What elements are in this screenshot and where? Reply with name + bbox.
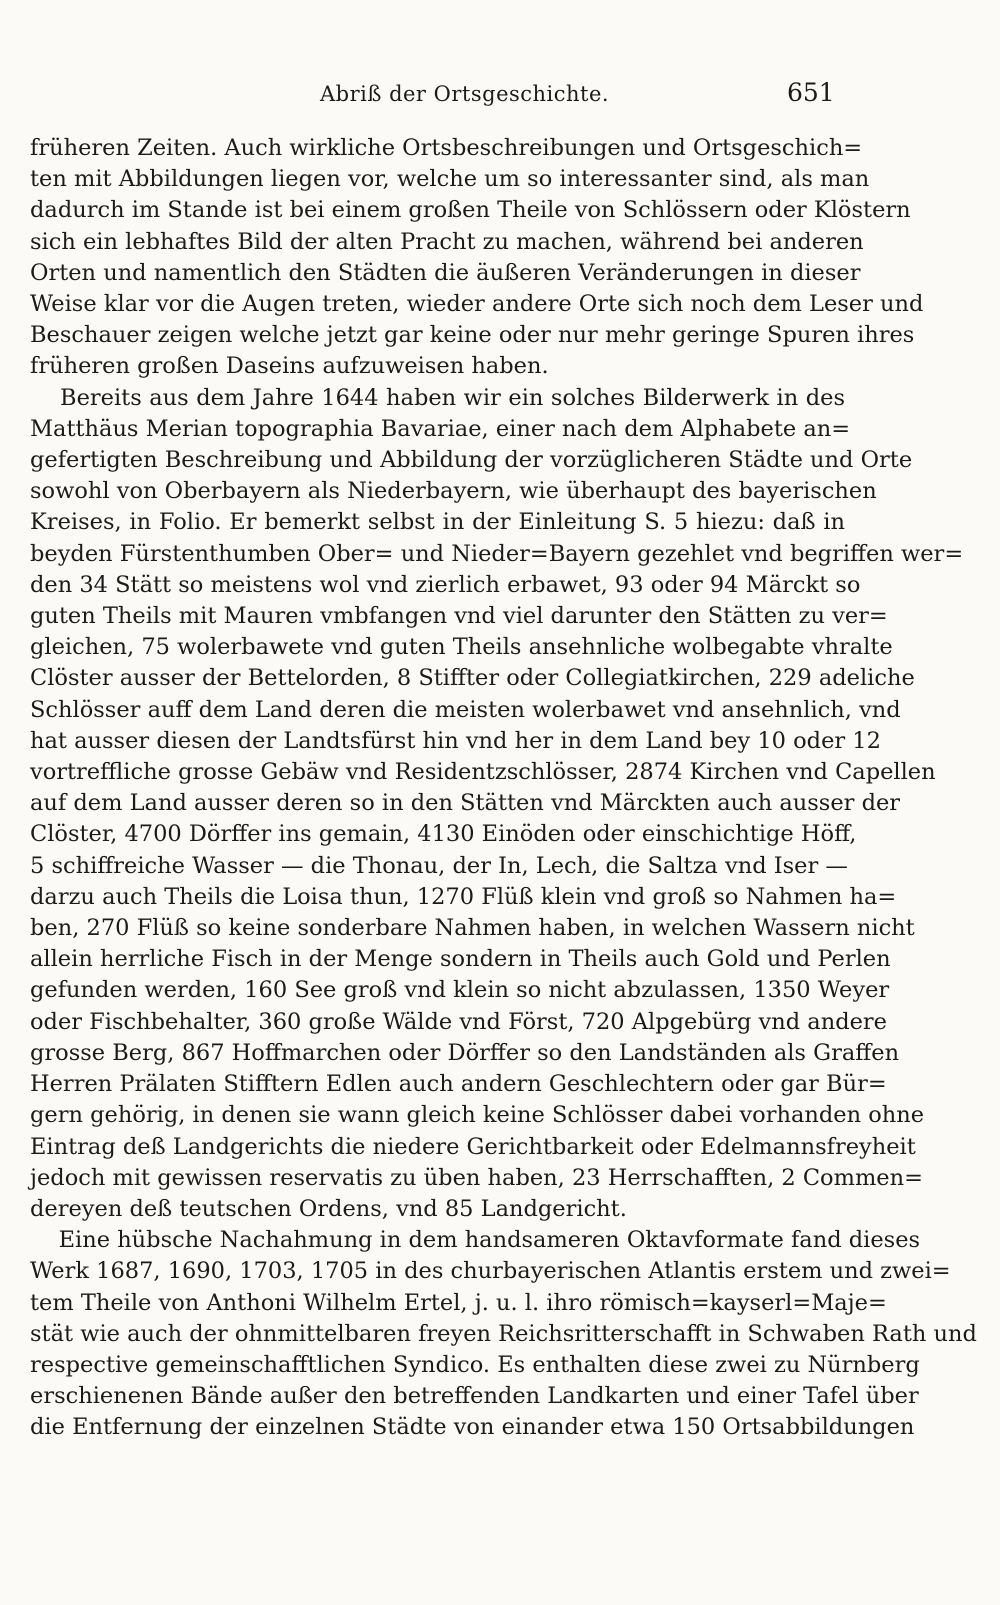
text-line: sowohl von Oberbayern als Niederbayern, wie überhaupt des bayerischen <box>30 478 877 505</box>
text-line: die Entfernung der einzelnen Städte von einander etwa 150 Ortsabbildungen <box>30 1414 915 1441</box>
text-line: Weise klar vor die Augen treten, wieder andere Orte sich noch dem Leser und <box>30 291 924 318</box>
page-number: 651 <box>787 78 835 107</box>
text-line: sich ein lebhaftes Bild der alten Pracht zu machen, während bei anderen <box>30 228 864 255</box>
text-line: Matthäus Merian topographia Bavariae, einer nach dem Alphabete an= <box>30 415 851 442</box>
text-line: dadurch im Stande ist bei einem großen Theile von Schlössern oder Klöstern <box>30 197 911 224</box>
text-line: Beschauer zeigen welche jetzt gar keine oder nur mehr geringe Spuren ihres <box>30 322 915 349</box>
text-line: stät wie auch der ohnmittelbaren freyen Reichsritterschafft in Schwaben Rath und <box>30 1320 977 1347</box>
text-line: Kreises, in Folio. Er bemerkt selbst in der Einleitung S. 5 hiezu: daß in <box>30 509 845 536</box>
text-line: dereyen deß teutschen Ordens, vnd 85 Landgericht. <box>30 1195 627 1222</box>
text-line: Bereits aus dem Jahre 1644 haben wir ein solches Bilderwerk in des <box>30 384 845 411</box>
text-line: respective gemeinschafftlichen Syndico. Es enthalten diese zwei zu Nürnberg <box>30 1351 920 1378</box>
text-line: auf dem Land ausser deren so in den Stätten vnd Märckten auch ausser der <box>30 790 901 817</box>
text-line: Eine hübsche Nachahmung in dem handsameren Oktavformate fand dieses <box>30 1227 921 1254</box>
text-line: jedoch mit gewissen reservatis zu üben haben, 23 Herrschafften, 2 Commen= <box>30 1164 923 1191</box>
body-text <box>30 133 977 1444</box>
text-line: darzu auch Theils die Loisa thun, 1270 Flüß klein vnd groß so Nahmen ha= <box>30 883 897 910</box>
text-line: 5 schiffreiche Wasser — die Thonau, der In, Lech, die Saltza vnd Iser — <box>30 852 848 879</box>
text-line: Orten und namentlich den Städten die äußeren Veränderungen in dieser <box>30 259 861 286</box>
text-line: Herren Prälaten Stifftern Edlen auch andern Geschlechtern oder gar Bür= <box>30 1071 887 1098</box>
text-line: Clöster, 4700 Dörffer ins gemain, 4130 Einöden oder einschichtige Höff, <box>30 821 857 848</box>
text-line: hat ausser diesen der Landtsfürst hin vnd her in dem Land bey 10 oder 12 <box>30 727 881 754</box>
text-line: vortreffliche grosse Gebäw vnd Residentzschlösser, 2874 Kirchen vnd Capellen <box>30 759 936 786</box>
text-line: Werk 1687, 1690, 1703, 1705 in des churbayerischen Atlantis erstem und zwei= <box>30 1258 951 1285</box>
text-line: ben, 270 Flüß so keine sonderbare Nahmen haben, in welchen Wassern nicht <box>30 915 915 942</box>
text-line: früheren großen Daseins aufzuweisen haben. <box>30 353 549 380</box>
text-line: Clöster ausser der Bettelorden, 8 Stiffter oder Collegiatkirchen, 229 adeliche <box>30 665 915 692</box>
text-line: allein herrliche Fisch in der Menge sondern in Theils auch Gold und Perlen <box>30 946 891 973</box>
text-line: ten mit Abbildungen liegen vor, welche um so interessanter sind, als man <box>30 166 870 193</box>
text-line: grosse Berg, 867 Hoffmarchen oder Dörffer so den Landständen als Graffen <box>30 1039 900 1066</box>
text-line: gefertigten Beschreibung und Abbildung der vorzüglicheren Städte und Orte <box>30 447 913 474</box>
text-line: tem Theile von Anthoni Wilhelm Ertel, j. u. l. ihro römisch=kayserl=Maje= <box>30 1289 887 1316</box>
text-line: guten Theils mit Mauren vmbfangen vnd viel darunter den Stätten zu ver= <box>30 603 888 630</box>
text-line: beyden Fürstenthumben Ober= und Nieder=Bayern gezehlet vnd begriffen wer= <box>30 540 964 567</box>
text-line: früheren Zeiten. Auch wirkliche Ortsbeschreibungen und Ortsgeschich= <box>30 135 863 161</box>
text-line: gefunden werden, 160 See groß vnd klein so nicht abzulassen, 1350 Weyer <box>30 977 890 1004</box>
running-title: Abriß der Ortsgeschichte. <box>320 82 610 106</box>
text-line: gleichen, 75 wolerbawete vnd guten Theils ansehnliche wolbegabte vhralte <box>30 634 893 661</box>
text-line: Schlösser auff dem Land deren die meisten wolerbawet vnd ansehnlich, vnd <box>30 696 901 723</box>
text-line: oder Fischbehalter, 360 große Wälde vnd Först, 720 Alpgebürg vnd andere <box>30 1008 887 1035</box>
text-line: Eintrag deß Landgerichts die niedere Gerichtbarkeit oder Edelmannsfreyheit <box>30 1133 916 1160</box>
text-line: den 34 Stätt so meistens wol vnd zierlich erbawet, 93 oder 94 Märckt so <box>30 571 861 598</box>
text-line: erschienenen Bände außer den betreffenden Landkarten und einer Tafel über <box>30 1383 919 1410</box>
text-line: gern gehörig, in denen sie wann gleich keine Schlösser dabei vorhanden ohne <box>30 1102 925 1129</box>
